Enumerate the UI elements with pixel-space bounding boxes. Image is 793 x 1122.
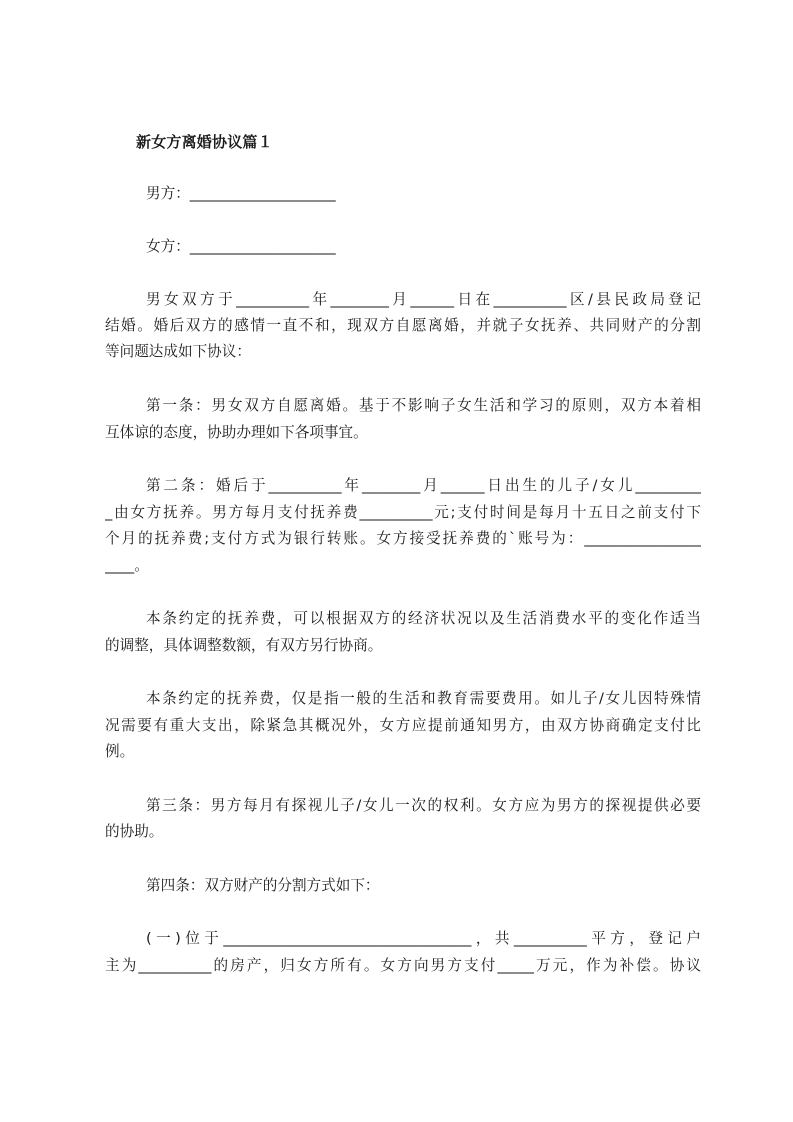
property-line: (一)位于__________________________________，共__________平方，登记户 bbox=[146, 930, 701, 947]
support-adjust-line: 本条约定的抚养费，可以根据双方的经济状况以及生活消费水平的变化作适当 bbox=[146, 610, 701, 627]
article-1-line: 第一条：男女双方自愿离婚。基于不影响子女生活和学习的原则，双方本着相 bbox=[146, 397, 701, 414]
support-adjust-line: 的调整，具体调整数额，有双方另行协商。 bbox=[105, 637, 383, 654]
support-scope-line: 况需要有重大支出，除紧急其概况外，女方应提前通知男方，由双方协商确定支付比 bbox=[105, 717, 701, 734]
paragraph-line: 男女双方于__________年________月______日在__________区/县民政局登记 bbox=[146, 291, 701, 308]
page-title: 新女方离婚协议篇１ bbox=[136, 133, 273, 151]
article-2-line: 个月的抚养费;支付方式为银行转账。女方接受抚养费的`账号为：________________ bbox=[105, 530, 701, 547]
article-2-line: _由女方抚养。男方每月支付抚养费__________元;支付时间是每月十五日之前支付下 bbox=[105, 504, 701, 521]
article-4-heading: 第四条：双方财产的分割方式如下： bbox=[146, 877, 380, 894]
male-party-line: 男方：____________________ bbox=[146, 185, 336, 202]
article-2-line: ____。 bbox=[105, 557, 149, 574]
article-1-line: 互体谅的态度，协助办理如下各项事宜。 bbox=[105, 424, 368, 441]
article-3-line: 第三条：男方每月有探视儿子/女儿一次的权利。女方应为男方的探视提供必要 bbox=[146, 797, 701, 814]
paragraph-line: 等问题达成如下协议： bbox=[105, 343, 251, 360]
female-party-line: 女方：____________________ bbox=[146, 238, 336, 255]
article-3-line: 的协助。 bbox=[105, 823, 164, 840]
support-scope-line: 例。 bbox=[105, 743, 135, 760]
support-scope-line: 本条约定的抚养费，仅是指一般的生活和教育需要费用。如儿子/女儿因特殊情 bbox=[146, 690, 701, 707]
article-2-line: 第二条：婚后于__________年________月______日出生的儿子/女儿_________ bbox=[146, 477, 701, 494]
paragraph-line: 结婚。婚后双方的感情一直不和，现双方自愿离婚，并就子女抚养、共同财产的分割 bbox=[105, 317, 701, 334]
property-line: 主为__________的房产，归女方所有。女方向男方支付_____万元，作为补偿。协议 bbox=[105, 957, 701, 974]
